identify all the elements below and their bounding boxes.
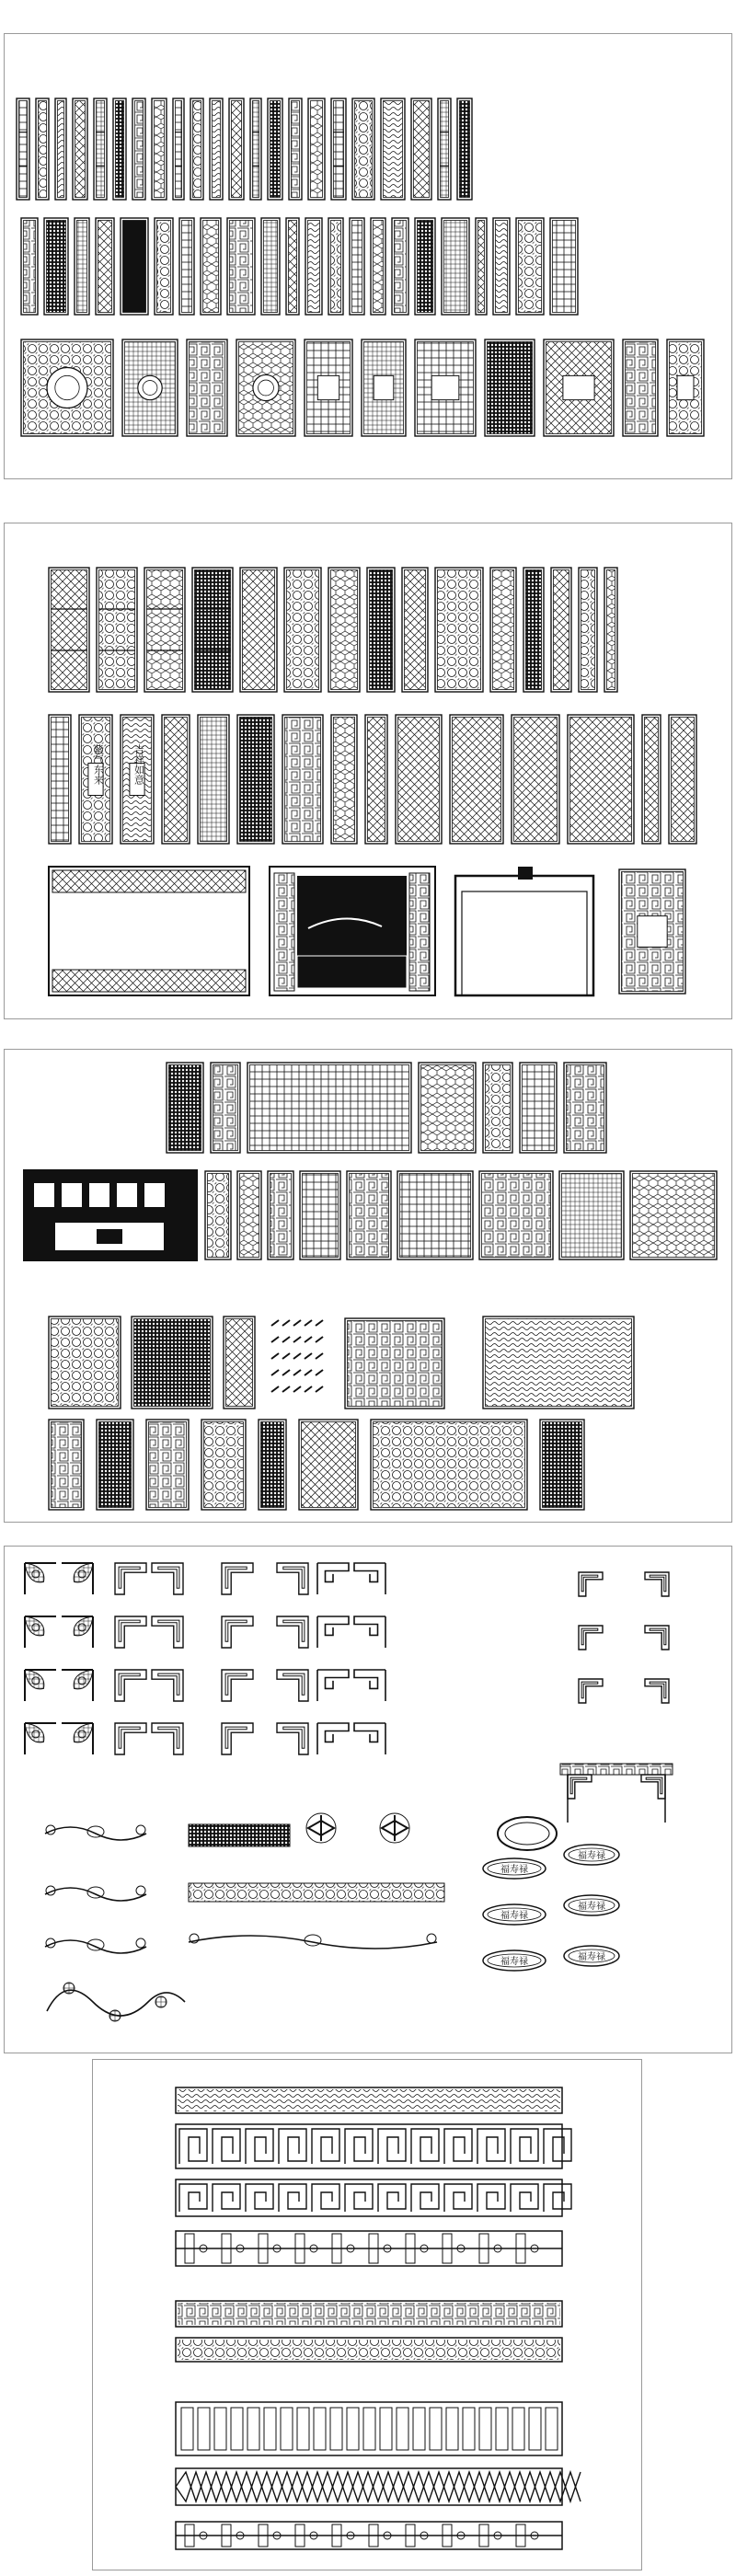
lattice-panel — [236, 339, 295, 436]
corner-bracket — [317, 1670, 349, 1701]
inscription-plaque — [483, 1950, 546, 1971]
border-strip-railing — [176, 2522, 562, 2549]
lattice-panel — [328, 568, 360, 692]
corner-bracket — [152, 1723, 183, 1754]
corner-bracket — [62, 1723, 93, 1754]
border-strip-railing — [176, 2231, 562, 2266]
lattice-panel — [442, 218, 469, 315]
corner-bracket — [222, 1723, 253, 1754]
corner-bracket — [354, 1563, 385, 1594]
corner-bracket — [645, 1572, 669, 1596]
lattice-panel — [331, 715, 357, 844]
inscription-plaque — [483, 1858, 546, 1879]
scroll-ornament — [45, 1938, 146, 1953]
lattice-panel — [630, 1171, 717, 1259]
square-lattice-screen — [619, 869, 685, 994]
plaque-text: 福寿禄 — [500, 1911, 528, 1921]
corner-bracket — [317, 1616, 349, 1648]
lattice-panel — [211, 1063, 240, 1153]
lattice-panel — [362, 339, 406, 436]
lattice-panel — [350, 218, 364, 315]
fascia-panel-dark — [23, 1169, 198, 1261]
lattice-panel — [49, 715, 71, 844]
border-strip-lattice-zigzag — [176, 2468, 581, 2505]
lattice-panel — [247, 1063, 411, 1153]
lattice-panel — [367, 568, 395, 692]
lattice-panel — [328, 218, 343, 315]
lattice-panel — [49, 1420, 84, 1510]
corner-bracket — [579, 1572, 603, 1596]
plaque-text: 福寿禄 — [578, 1902, 605, 1912]
lattice-panel — [419, 1063, 476, 1153]
lattice-panel — [237, 715, 274, 844]
corner-bracket — [115, 1563, 146, 1594]
lattice-panel — [402, 568, 428, 692]
lattice-panel — [17, 98, 29, 200]
lattice-panel — [237, 1171, 261, 1259]
lattice-panel — [579, 568, 597, 692]
lattice-panel — [146, 1420, 189, 1510]
lattice-panel — [55, 98, 66, 200]
lattice-panel — [345, 1318, 444, 1409]
lattice-panel — [435, 568, 483, 692]
corner-bracket — [25, 1563, 56, 1594]
inscription-plaque — [483, 1904, 546, 1925]
lattice-panel — [352, 98, 374, 200]
lattice-panel — [550, 218, 578, 315]
lattice-panel — [457, 98, 472, 200]
lattice-panel — [113, 98, 126, 200]
lattice-panel — [516, 218, 544, 315]
lattice-panel — [604, 568, 617, 692]
corner-bracket — [645, 1679, 669, 1703]
corner-bracket — [152, 1616, 183, 1648]
lattice-panel — [250, 98, 261, 200]
lattice-panel — [268, 1171, 293, 1259]
corner-bracket — [568, 1775, 592, 1799]
plaque-text: 福寿禄 — [500, 1865, 528, 1875]
lattice-panel — [523, 568, 544, 692]
lattice-panel — [365, 715, 387, 844]
lattice-panel — [167, 1063, 203, 1153]
lattice-panel — [381, 98, 405, 200]
door-screen-catalog — [5, 523, 731, 1018]
lattice-panel — [44, 218, 68, 315]
plaque-text: 福寿禄 — [578, 1851, 605, 1861]
lattice-panel — [512, 715, 559, 844]
sheet-corner-ornaments — [4, 1546, 732, 2053]
scroll-ornament — [45, 1886, 146, 1901]
lattice-panel — [479, 1171, 553, 1259]
archway-frame — [455, 867, 593, 995]
inscription-plaque — [564, 1845, 619, 1865]
window-panel-catalog — [5, 34, 731, 478]
lattice-panel — [286, 218, 299, 315]
lattice-panel — [190, 98, 203, 200]
lattice-panel — [520, 1063, 557, 1153]
scroll-ornament — [45, 1825, 146, 1840]
lattice-panel — [476, 218, 487, 315]
corner-bracket — [25, 1723, 56, 1754]
lattice-panel — [36, 98, 49, 200]
border-strip-panels — [176, 2402, 562, 2455]
corner-bracket — [152, 1670, 183, 1701]
lattice-panel — [282, 715, 323, 844]
screen-wall — [49, 867, 249, 995]
lattice-panel — [94, 98, 107, 200]
lattice-panel — [132, 1317, 213, 1409]
corner-bracket — [579, 1626, 603, 1650]
lattice-panel — [289, 98, 302, 200]
corner-bracket — [317, 1563, 349, 1594]
lattice-panel — [544, 339, 614, 436]
border-strip-meander — [176, 2179, 571, 2216]
corner-bracket — [152, 1563, 183, 1594]
lattice-panel — [96, 218, 114, 315]
diagonal-stroke-tile — [271, 1320, 323, 1392]
lattice-panel — [623, 339, 658, 436]
lattice-panel — [450, 715, 503, 844]
lattice-panel — [261, 218, 280, 315]
shelf-bracket — [560, 1764, 673, 1823]
lattice-panel — [144, 568, 185, 692]
lattice-panel — [179, 218, 194, 315]
corner-bracket — [222, 1670, 253, 1701]
lattice-panel — [485, 339, 535, 436]
lattice-panel — [227, 218, 255, 315]
lattice-panel — [305, 218, 322, 315]
lattice-panel — [483, 1317, 634, 1409]
corner-bracket — [62, 1563, 93, 1594]
lattice-panel — [122, 339, 178, 436]
lattice-panel — [155, 218, 173, 315]
corner-bracket — [354, 1723, 385, 1754]
lattice-panel — [198, 715, 229, 844]
border-strip-catalog — [93, 2060, 641, 2570]
lattice-panel — [240, 568, 277, 692]
lattice-panel — [229, 98, 244, 200]
lattice-panel — [415, 339, 476, 436]
couplet-text: 吉祥如意 — [132, 744, 145, 785]
lattice-panel — [187, 339, 227, 436]
lattice-panel — [205, 1171, 231, 1259]
lattice-panel — [49, 568, 89, 692]
lattice-panel — [21, 218, 38, 315]
corner-bracket — [277, 1723, 308, 1754]
sheet-doors-screens — [4, 523, 732, 1019]
lattice-panel — [305, 339, 352, 436]
lattice-panel — [483, 1063, 512, 1153]
lattice-panel — [201, 218, 221, 315]
lattice-panel — [551, 568, 571, 692]
corner-bracket — [354, 1616, 385, 1648]
lattice-panel — [371, 218, 385, 315]
lattice-panel — [540, 1420, 584, 1510]
lattice-panel — [49, 1317, 121, 1409]
sheet-border-strips — [92, 2059, 642, 2570]
lattice-panel — [392, 218, 408, 315]
scroll-ornament — [189, 1934, 437, 1949]
corner-bracket — [317, 1723, 349, 1754]
lattice-panel — [669, 715, 696, 844]
lattice-panel — [21, 339, 113, 436]
lattice-panel — [299, 1420, 358, 1510]
sheet-pattern-tiles — [4, 1049, 732, 1523]
corner-bracket — [277, 1563, 308, 1594]
corner-bracket — [277, 1616, 308, 1648]
lattice-panel — [73, 98, 87, 200]
lattice-panel — [667, 339, 704, 436]
border-strip-cloud — [176, 2087, 562, 2113]
corner-bracket — [354, 1670, 385, 1701]
inscription-plaque — [564, 1946, 619, 1966]
knot-ornament — [306, 1813, 336, 1843]
lattice-panel — [300, 1171, 340, 1259]
couplet-text: 紫气东来 — [92, 744, 105, 785]
lattice-panel — [75, 218, 89, 315]
corner-bracket — [222, 1616, 253, 1648]
lattice-panel — [97, 568, 137, 692]
corner-bracket — [115, 1670, 146, 1701]
lattice-panel — [331, 98, 346, 200]
corner-bracket — [645, 1626, 669, 1650]
border-strip-fret — [176, 2301, 562, 2327]
corner-bracket — [115, 1723, 146, 1754]
lattice-panel — [347, 1171, 391, 1259]
lattice-panel — [415, 218, 435, 315]
lattice-panel — [192, 568, 233, 692]
lattice-panel — [284, 568, 321, 692]
corner-bracket — [25, 1670, 56, 1701]
plaque-text: 福寿禄 — [578, 1952, 605, 1962]
lattice-panel — [438, 98, 451, 200]
corner-bracket — [62, 1616, 93, 1648]
lattice-panel — [259, 1420, 286, 1510]
lattice-panel — [559, 1171, 624, 1259]
corner-bracket — [641, 1775, 665, 1799]
vine-ornament — [47, 1983, 185, 2021]
knot-ornament — [380, 1813, 409, 1843]
inscription-plaque — [564, 1895, 619, 1915]
sheet-window-panels — [4, 33, 732, 479]
lattice-panel — [568, 715, 634, 844]
lattice-panel — [642, 715, 661, 844]
lattice-panel — [210, 98, 223, 200]
lattice-panel — [121, 218, 148, 315]
lattice-panel — [490, 568, 516, 692]
pattern-tile-catalog — [5, 1050, 731, 1522]
border-strip-meander — [176, 2124, 571, 2168]
lattice-panel — [564, 1063, 606, 1153]
screen-door-dark — [270, 867, 435, 995]
lattice-panel — [97, 1420, 133, 1510]
lattice-panel — [173, 98, 184, 200]
corner-bracket — [115, 1616, 146, 1648]
lattice-panel — [152, 98, 167, 200]
carved-band — [189, 1824, 444, 1902]
corner-bracket — [25, 1616, 56, 1648]
border-strip-knot — [176, 2338, 562, 2362]
corner-ornament-catalog — [5, 1547, 731, 2053]
lattice-panel — [268, 98, 282, 200]
corner-bracket — [62, 1670, 93, 1701]
plaque-text: 福寿禄 — [500, 1957, 528, 1967]
oval-frame-ornament — [498, 1817, 557, 1850]
lattice-panel — [308, 98, 325, 200]
corner-bracket — [222, 1563, 253, 1594]
lattice-panel — [411, 98, 431, 200]
lattice-panel — [397, 1171, 473, 1259]
lattice-panel — [224, 1317, 255, 1409]
lattice-panel — [201, 1420, 246, 1510]
lattice-panel — [132, 98, 145, 200]
corner-bracket — [277, 1670, 308, 1701]
lattice-panel — [162, 715, 190, 844]
lattice-panel — [396, 715, 442, 844]
lattice-panel — [371, 1420, 527, 1510]
lattice-panel — [493, 218, 510, 315]
corner-bracket — [579, 1679, 603, 1703]
